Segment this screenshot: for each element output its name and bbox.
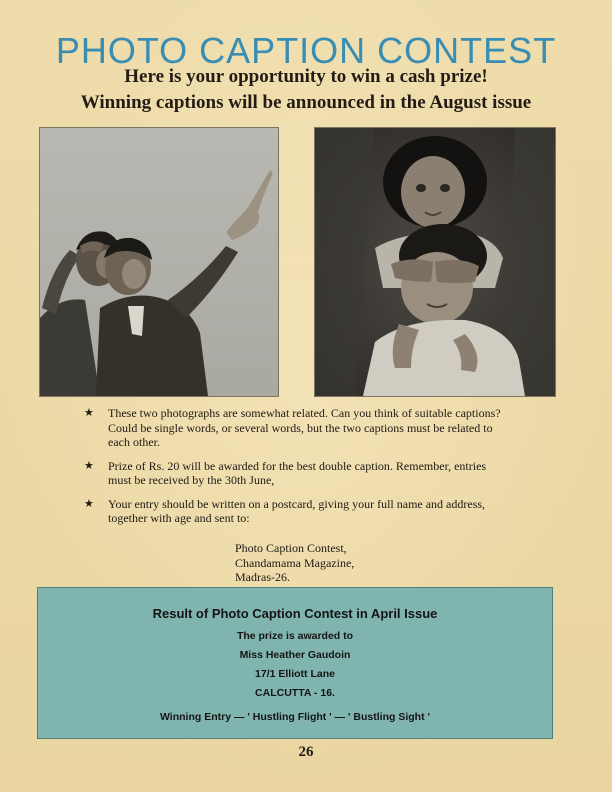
- prize-awarded-line: The prize is awarded to: [236, 630, 354, 642]
- result-heading: Result of Photo Caption Contest in April Issue: [152, 606, 438, 621]
- rule-text: Prize of Rs. 20 will be awarded for the best double caption. Remember, entries must be received by the 30th June,: [108, 458, 487, 487]
- page-number: 26: [298, 744, 314, 760]
- winning-entry: Winning Entry — ' Hustling Flight ' — ' Bustling Sight ': [159, 711, 431, 723]
- rule-item: [84, 406, 504, 450]
- star-bullet-icon: ★: [84, 407, 94, 419]
- rule-item: [84, 459, 504, 488]
- rule-text: Your entry should be written on a postcard, giving your full name and address, together with age and sent to:: [108, 496, 486, 525]
- address-line: Madras-26.: [235, 570, 290, 584]
- result-box: [37, 587, 553, 739]
- rule-text: These two photographs are somewhat related. Can you think of suitable captions? Could be single words, or several words, but the two captions must be related to each other.: [108, 406, 501, 449]
- boys-pointing-photo: [39, 127, 279, 397]
- child-covering-eyes-photo: [314, 127, 556, 397]
- subtitle-announcement: Winning captions will be announced in the August issue: [80, 92, 532, 113]
- winner-city: CALCUTTA - 16.: [255, 687, 335, 699]
- page-title: PHOTO CAPTION CONTEST: [55, 30, 557, 71]
- mailing-address: [235, 541, 354, 585]
- subtitle-prize: Here is your opportunity to win a cash prize!: [124, 66, 488, 87]
- address-line: Photo Caption Contest,: [235, 541, 347, 555]
- winner-name: Miss Heather Gaudoin: [239, 649, 351, 661]
- winner-street: 17/1 Elliott Lane: [255, 668, 335, 680]
- star-bullet-icon: ★: [84, 459, 94, 472]
- rule-item: [84, 497, 504, 526]
- star-bullet-icon: ★: [84, 497, 94, 510]
- contest-rules: [84, 406, 504, 535]
- address-line: Chandamama Magazine,: [235, 555, 355, 570]
